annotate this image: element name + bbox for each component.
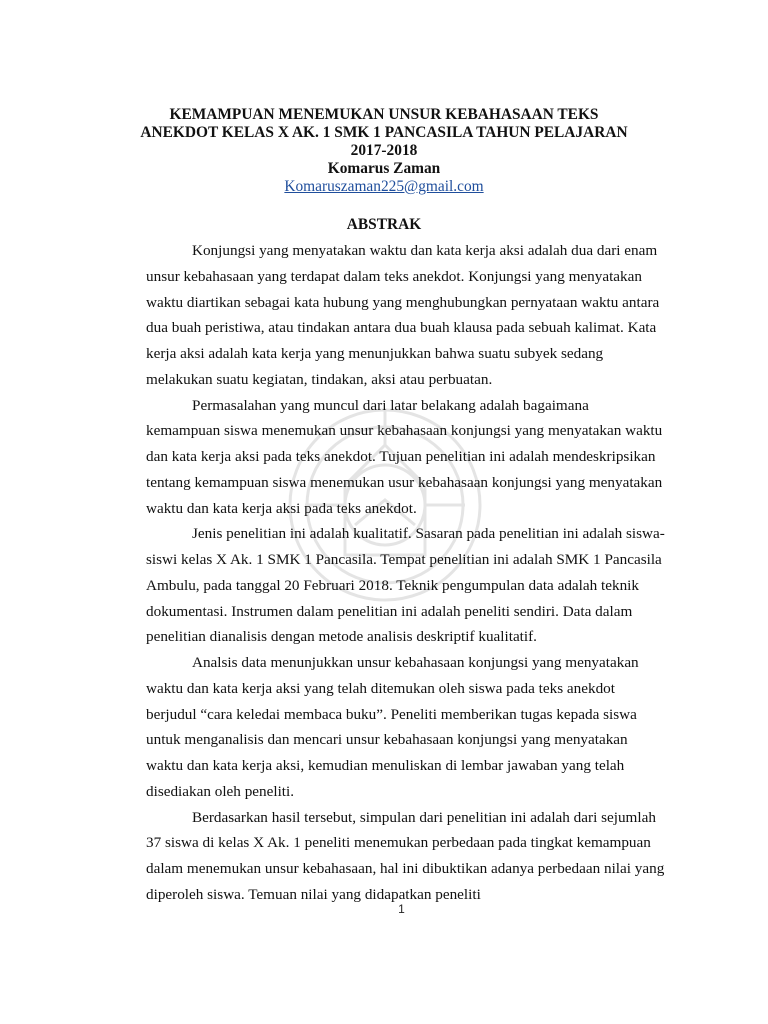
title-line-3: 2017-2018	[350, 142, 418, 159]
abstract-heading: ABSTRAK	[346, 216, 422, 233]
abstract-paragraph: Jenis penelitian ini adalah kualitatif. Sasaran pada penelitian ini adalah siswa-siswi kelas X Ak. 1 SMK 1 Pancasila. Tempat penelitian ini adalah SMK 1 Pancasila Ambulu, pada tanggal 20 Februari 2018. Teknik pengumpulan data adalah teknik dokumentasi. Instrumen dalam penelitian ini adalah peneliti sendiri. Data dalam penelitian dianalisis dengan metode analisis deskriptif kualitatif.	[146, 525, 665, 646]
paper-header	[120, 106, 648, 196]
title-line-2: ANEKDOT KELAS X AK. 1 SMK 1 PANCASILA TAHUN PELAJARAN	[140, 124, 628, 141]
abstract-paragraph: Analsis data menunjukkan unsur kebahasaan konjungsi yang menyatakan waktu dan kata kerja aksi yang telah ditemukan oleh siswa pada teks anekdot berjudul “cara keledai membaca buku”. Peneliti memberikan tugas kepada siswa untuk menganalisis dan mencari unsur kebahasaan konjungsi yang menyatakan waktu dan kata kerja aksi, kemudian menuliskan di lembar jawaban yang telah disediakan oleh peneliti.	[146, 654, 639, 800]
author-email-link[interactable]: Komaruszaman225@gmail.com	[284, 178, 484, 195]
page-number: 1	[398, 902, 405, 916]
abstract-body	[146, 238, 666, 908]
title-line-1: KEMAMPUAN MENEMUKAN UNSUR KEBAHASAAN TEKS	[169, 106, 599, 123]
abstract-paragraph: Berdasarkan hasil tersebut, simpulan dari penelitian ini adalah dari sejumlah 37 siswa di kelas X Ak. 1 peneliti menemukan perbedaan pada tingkat kemampuan dalam menemukan unsur kebahasaan, hal ini dibuktikan adanya perbedaan nilai yang diperoleh siswa. Temuan nilai yang didapatkan peneliti	[146, 808, 665, 903]
abstract-paragraph: Permasalahan yang muncul dari latar belakang adalah bagaimana kemampuan siswa menemukan unsur kebahasaan konjungsi yang menyatakan waktu dan kata kerja aksi pada teks anekdot. Tujuan penelitian ini adalah mendeskripsikan tentang kemampuan siswa menemukan usur kebahasaan konjungsi yang menyatakan waktu dan kata kerja aksi pada teks anekdot.	[146, 396, 663, 517]
abstract-paragraph: Konjungsi yang menyatakan waktu dan kata kerja aksi adalah dua dari enam unsur kebahasaan yang terdapat dalam teks anekdot. Konjungsi yang menyatakan waktu diartikan sebagai kata hubung yang menghubungkan pernyataan waktu antara dua buah peristiwa, atau tindakan antara dua buah klausa pada sebuah kalimat. Kata kerja aksi adalah kata kerja yang menunjukkan bahwa suatu subyek sedang melakukan suatu kegiatan, tindakan, aksi atau perbuatan.	[146, 242, 660, 388]
author-name: Komarus Zaman	[327, 160, 441, 177]
